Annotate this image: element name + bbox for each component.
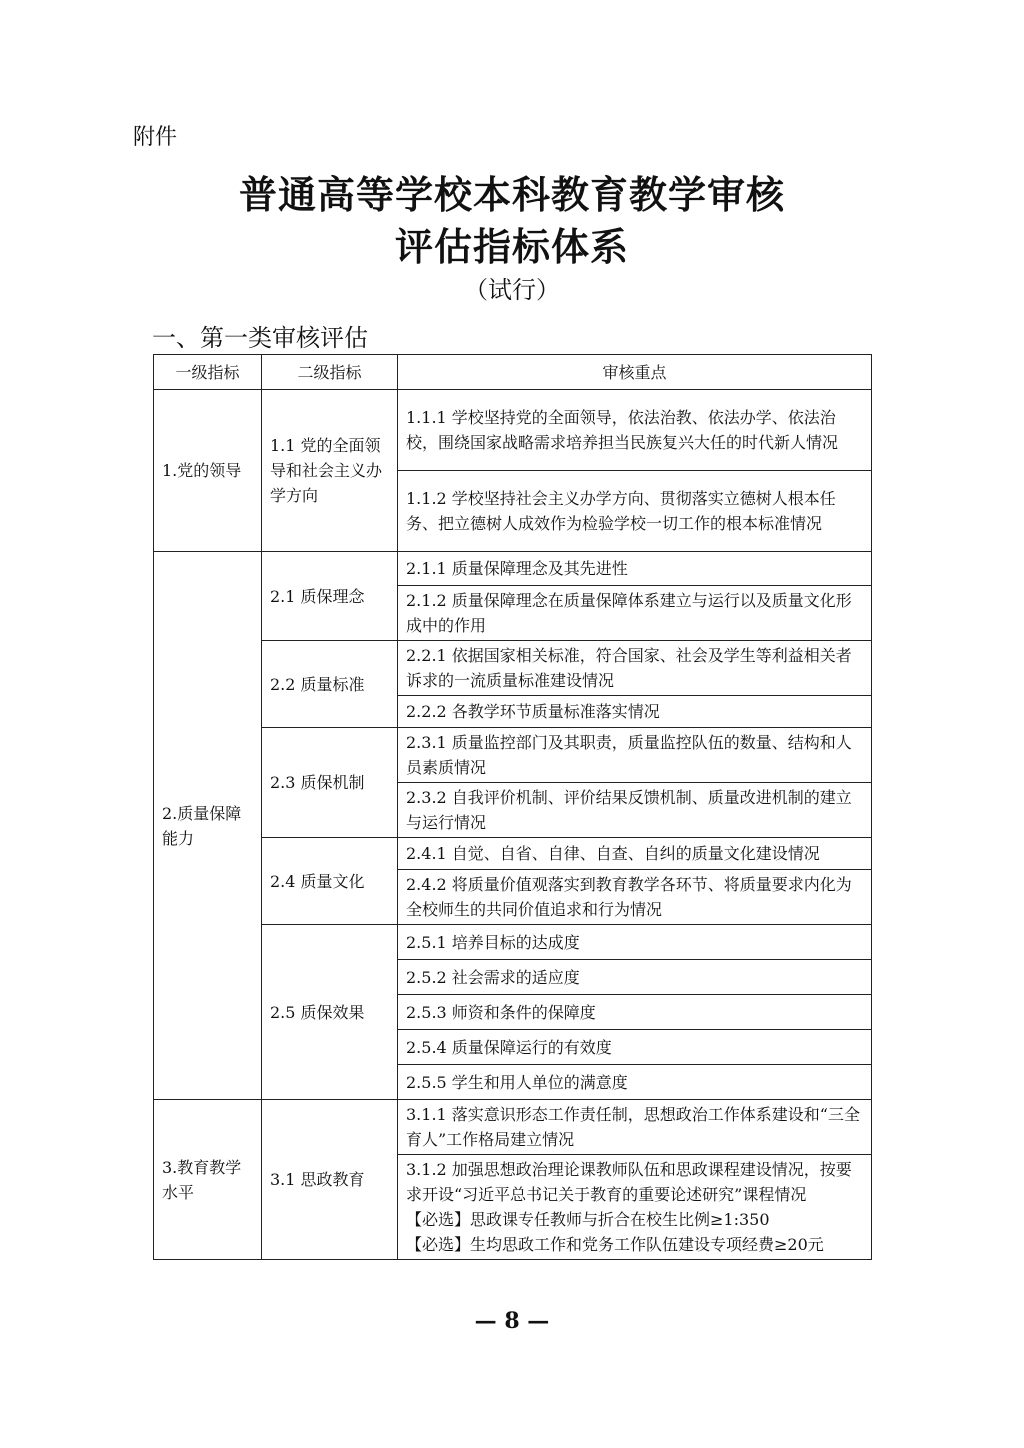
- document-title-line1: 普通高等学校本科教育教学审核: [238, 172, 785, 217]
- section-title: 一、第一类审核评估: [152, 324, 368, 352]
- table-row: [154, 390, 872, 471]
- table-row: [154, 1100, 872, 1155]
- table-row: [154, 641, 872, 696]
- focus-cell: 2.4.2 将质量价值观落实到教育教学各环节、将质量要求内化为全校师生的共同价值追求和行为情况: [398, 870, 872, 925]
- focus-cell: 2.4.1 自觉、自省、自律、自查、自纠的质量文化建设情况: [398, 838, 872, 870]
- focus-cell: [398, 1155, 872, 1260]
- focus-cell: 2.1.1 质量保障理念及其先进性: [398, 552, 872, 586]
- focus-cell: 2.3.1 质量监控部门及其职责，质量监控队伍的数量、结构和人员素质情况: [398, 728, 872, 783]
- table-row: [154, 728, 872, 783]
- level2-cell: 2.5 质保效果: [262, 925, 398, 1100]
- table-row: [154, 925, 872, 960]
- attachment-label: 附件: [133, 125, 178, 150]
- table-row: [154, 552, 872, 586]
- focus-cell: 1.1.1 学校坚持党的全面领导，依法治教、依法办学、依法治校，围绕国家战略需求培养担当民族复兴大任的时代新人情况: [398, 390, 872, 471]
- level1-cell: 2.质量保障能力: [154, 552, 262, 1100]
- required-item: 【必选】生均思政工作和党务工作队伍建设专项经费≥20元: [406, 1235, 824, 1254]
- document-title-line2: 评估指标体系: [394, 224, 629, 269]
- focus-cell: 2.5.5 学生和用人单位的满意度: [398, 1065, 872, 1100]
- level2-cell: 3.1 思政教育: [262, 1100, 398, 1260]
- level2-cell: 2.1 质保理念: [262, 552, 398, 641]
- page-number: — 8 —: [474, 1308, 550, 1334]
- level2-cell: 2.3 质保机制: [262, 728, 398, 838]
- focus-cell: 1.1.2 学校坚持社会主义办学方向、贯彻落实立德树人根本任务、把立德树人成效作为检验学校一切工作的根本标准情况: [398, 471, 872, 552]
- focus-cell: 2.5.4 质量保障运行的有效度: [398, 1030, 872, 1065]
- column-header-focus: 审核重点: [398, 355, 872, 390]
- review-indicator-table: [153, 354, 872, 1260]
- level2-cell: 2.4 质量文化: [262, 838, 398, 925]
- focus-cell: 2.1.2 质量保障理念在质量保障体系建立与运行以及质量文化形成中的作用: [398, 586, 872, 641]
- table-row: [154, 838, 872, 870]
- focus-cell: 2.3.2 自我评价机制、评价结果反馈机制、质量改进机制的建立与运行情况: [398, 783, 872, 838]
- focus-cell: 2.5.2 社会需求的适应度: [398, 960, 872, 995]
- focus-cell: 3.1.1 落实意识形态工作责任制，思想政治工作体系建设和“三全育人”工作格局建立情况: [398, 1100, 872, 1155]
- focus-cell: 2.2.2 各教学环节质量标准落实情况: [398, 696, 872, 728]
- level2-cell: 2.2 质量标准: [262, 641, 398, 728]
- level2-cell: 1.1 党的全面领导和社会主义办学方向: [262, 390, 398, 552]
- required-item: 【必选】思政课专任教师与折合在校生比例≥1:350: [406, 1210, 770, 1229]
- table-header-row: [154, 355, 872, 390]
- focus-cell: 2.5.1 培养目标的达成度: [398, 925, 872, 960]
- focus-cell: 2.2.1 依据国家相关标准，符合国家、社会及学生等利益相关者诉求的一流质量标准建设情况: [398, 641, 872, 696]
- column-header-level1: 一级指标: [154, 355, 262, 390]
- focus-text: 3.1.2 加强思想政治理论课教师队伍和思政课程建设情况，按要求开设“习近平总书记关于教育的重要论述研究”课程情况: [406, 1160, 852, 1204]
- level1-cell: 1.党的领导: [154, 390, 262, 552]
- column-header-level2: 二级指标: [262, 355, 398, 390]
- document-subtitle: （试行）: [464, 276, 560, 304]
- level1-cell: 3.教育教学水平: [154, 1100, 262, 1260]
- focus-cell: 2.5.3 师资和条件的保障度: [398, 995, 872, 1030]
